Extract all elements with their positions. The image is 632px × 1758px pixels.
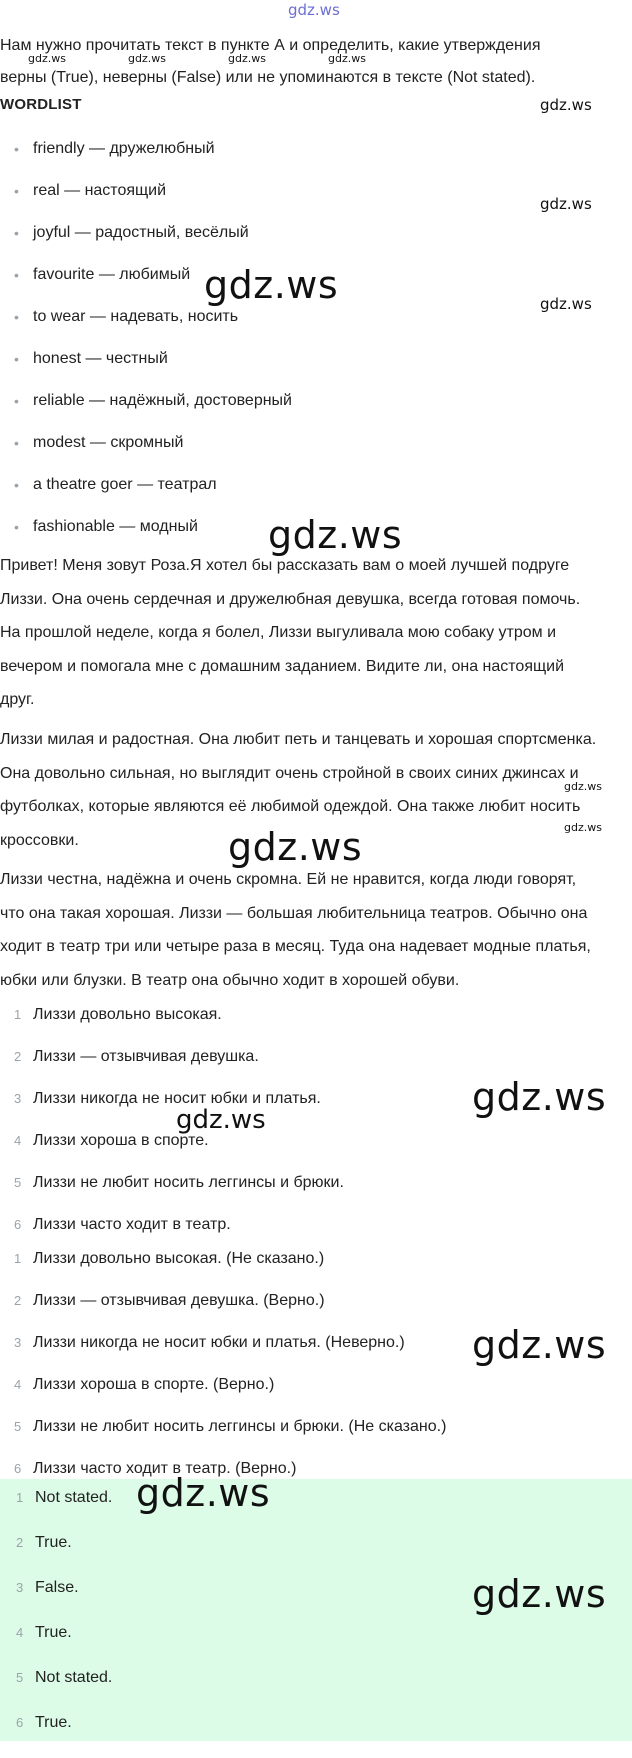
bullet-icon: •	[14, 519, 19, 535]
watermark: gdz.ws	[540, 96, 592, 114]
wordlist-item: joyful — радостный, весёлый	[33, 224, 249, 241]
text-line: Лиззи честна, надёжна и очень скромна. Ей не нравится, когда люди говорят,	[0, 871, 577, 888]
item-number: 5	[14, 1419, 22, 1434]
item-number: 1	[16, 1490, 24, 1505]
statement-text: Лиззи не любит носить леггинсы и брюки. (Не сказано.)	[33, 1418, 447, 1435]
item-number: 4	[14, 1377, 22, 1392]
answers-list	[0, 1488, 112, 1758]
bullet-icon: •	[14, 309, 19, 325]
list-item	[0, 1375, 446, 1417]
list-item	[0, 434, 292, 476]
bullet-icon: •	[14, 435, 19, 451]
statement-text: Лиззи хороша в спорте. (Верно.)	[33, 1376, 275, 1393]
item-number: 3	[14, 1335, 22, 1350]
wordlist-item: honest — честный	[33, 350, 168, 367]
watermark: gdz.ws	[176, 1105, 266, 1135]
bullet-icon: •	[14, 351, 19, 367]
statement-text: Лиззи — отзывчивая девушка.	[33, 1048, 259, 1065]
list-item	[0, 140, 292, 182]
list-item	[0, 1249, 446, 1291]
item-number: 1	[14, 1007, 22, 1022]
text-line: юбки или блузки. В театр она обычно ходит в хорошей обуви.	[0, 971, 460, 989]
bullet-icon: •	[14, 267, 19, 283]
item-number: 6	[16, 1715, 24, 1730]
watermark: gdz.ws	[328, 52, 366, 65]
list-item	[0, 1578, 112, 1623]
statement-text: Лиззи часто ходит в театр. (Верно.)	[33, 1460, 297, 1477]
intro-line-2: верны (True), неверны (False) или не упоминаются в тексте (Not stated).	[0, 69, 536, 86]
statement-text: Лиззи — отзывчивая девушка. (Верно.)	[33, 1292, 325, 1309]
watermark: gdz.ws	[204, 263, 339, 307]
list-item	[0, 1131, 344, 1173]
intro-text	[0, 30, 541, 94]
list-item	[0, 1291, 446, 1333]
wordlist-item: real — настоящий	[33, 182, 167, 199]
watermark: gdz.ws	[472, 1075, 607, 1119]
statement-text: Лиззи часто ходит в театр.	[33, 1216, 231, 1233]
text-line: кроссовки.	[0, 831, 79, 849]
text-line: футболках, которые являются её любимой одеждой. Она также любит носить	[0, 798, 581, 815]
wordlist-item: friendly — дружелюбный	[33, 140, 215, 157]
bullet-icon: •	[14, 477, 19, 493]
list-item	[0, 1005, 344, 1047]
statements-list	[0, 1005, 344, 1257]
text-line: что она такая хорошая. Лиззи — большая любительница театров. Обычно она	[0, 904, 588, 922]
wordlist	[0, 140, 292, 560]
text-line: вечером и помогала мне с домашним заданием. Видите ли, она настоящий	[0, 657, 565, 675]
bullet-icon: •	[14, 393, 19, 409]
list-item	[0, 224, 292, 266]
list-item	[0, 1417, 446, 1459]
wordlist-item: to wear — надевать, носить	[33, 308, 239, 325]
list-item	[0, 1089, 344, 1131]
text-line: Лиззи. Она очень сердечная и дружелюбная девушка, всегда готовая помочь.	[0, 590, 581, 608]
watermark: gdz.ws	[564, 780, 602, 793]
bullet-icon: •	[14, 225, 19, 241]
list-item	[0, 392, 292, 434]
item-number: 1	[14, 1251, 22, 1266]
item-number: 4	[14, 1133, 22, 1148]
text-line: На прошлой неделе, когда я болел, Лиззи выгуливала мою собаку утром и	[0, 624, 557, 641]
watermark: gdz.ws	[228, 52, 266, 65]
statement-text: Лиззи довольно высокая. (Не сказано.)	[33, 1250, 325, 1267]
answer-text: True.	[35, 1534, 72, 1551]
list-item	[0, 308, 292, 350]
bullet-icon: •	[14, 141, 19, 157]
story-paragraph-3	[0, 863, 632, 997]
watermark: gdz.ws	[472, 1572, 607, 1616]
statement-text: Лиззи никогда не носит юбки и платья.	[33, 1090, 321, 1107]
answer-text: True.	[35, 1714, 72, 1731]
text-line: Она довольно сильная, но выглядит очень стройной в своих синих джинсах и	[0, 764, 579, 782]
text-line: друг.	[0, 691, 35, 708]
list-item	[0, 1623, 112, 1668]
statement-text: Лиззи хороша в спорте.	[33, 1132, 209, 1149]
statement-text: Лиззи довольно высокая.	[33, 1006, 222, 1023]
watermark: gdz.ws	[28, 52, 66, 65]
watermark: gdz.ws	[136, 1471, 271, 1515]
answer-text: False.	[35, 1579, 79, 1596]
intro-line-1: Нам нужно прочитать текст в пункте А и определить, какие утверждения	[0, 37, 541, 54]
item-number: 5	[16, 1670, 24, 1685]
wordlist-item: a theatre goer — театрал	[33, 476, 217, 493]
statements-translated-list	[0, 1249, 446, 1501]
list-item	[0, 1668, 112, 1713]
watermark: gdz.ws	[128, 52, 166, 65]
watermark: gdz.ws	[564, 821, 602, 834]
watermark: gdz.ws	[268, 513, 403, 557]
list-item	[0, 1333, 446, 1375]
answer-text: Not stated.	[35, 1489, 113, 1506]
bullet-icon: •	[14, 183, 19, 199]
list-item	[0, 476, 292, 518]
wordlist-item: fashionable — модный	[33, 518, 198, 535]
list-item	[0, 1533, 112, 1578]
watermark: gdz.ws	[540, 195, 592, 213]
item-number: 6	[14, 1461, 22, 1476]
wordlist-heading: WORDLIST	[0, 96, 82, 113]
item-number: 3	[16, 1580, 24, 1595]
answer-text: Not stated.	[35, 1669, 113, 1686]
item-number: 5	[14, 1175, 22, 1190]
list-item	[0, 1488, 112, 1533]
list-item	[0, 182, 292, 224]
watermark-top: gdz.ws	[288, 1, 340, 19]
text-line: Лиззи милая и радостная. Она любит петь и танцевать и хорошая спортсменка.	[0, 731, 597, 748]
watermark: gdz.ws	[228, 825, 363, 869]
list-item	[0, 1713, 112, 1758]
item-number: 2	[14, 1293, 22, 1308]
list-item	[0, 1173, 344, 1215]
item-number: 3	[14, 1091, 22, 1106]
list-item	[0, 1047, 344, 1089]
item-number: 6	[14, 1217, 22, 1232]
wordlist-item: favourite — любимый	[33, 266, 191, 283]
wordlist-item: reliable — надёжный, достоверный	[33, 392, 292, 409]
wordlist-item: modest — скромный	[33, 434, 184, 451]
statement-text: Лиззи не любит носить леггинсы и брюки.	[33, 1174, 344, 1191]
list-item	[0, 350, 292, 392]
text-line: Привет! Меня зовут Роза.Я хотел бы рассказать вам о моей лучшей подруге	[0, 557, 570, 574]
story-paragraph-1	[0, 549, 632, 717]
watermark: gdz.ws	[472, 1323, 607, 1367]
answer-text: True.	[35, 1624, 72, 1641]
statement-text: Лиззи никогда не носит юбки и платья. (Неверно.)	[33, 1334, 405, 1351]
item-number: 2	[16, 1535, 24, 1550]
item-number: 4	[16, 1625, 24, 1640]
text-line: ходит в театр три или четыре раза в месяц. Туда она надевает модные платья,	[0, 938, 591, 955]
item-number: 2	[14, 1049, 22, 1064]
watermark: gdz.ws	[540, 295, 592, 313]
